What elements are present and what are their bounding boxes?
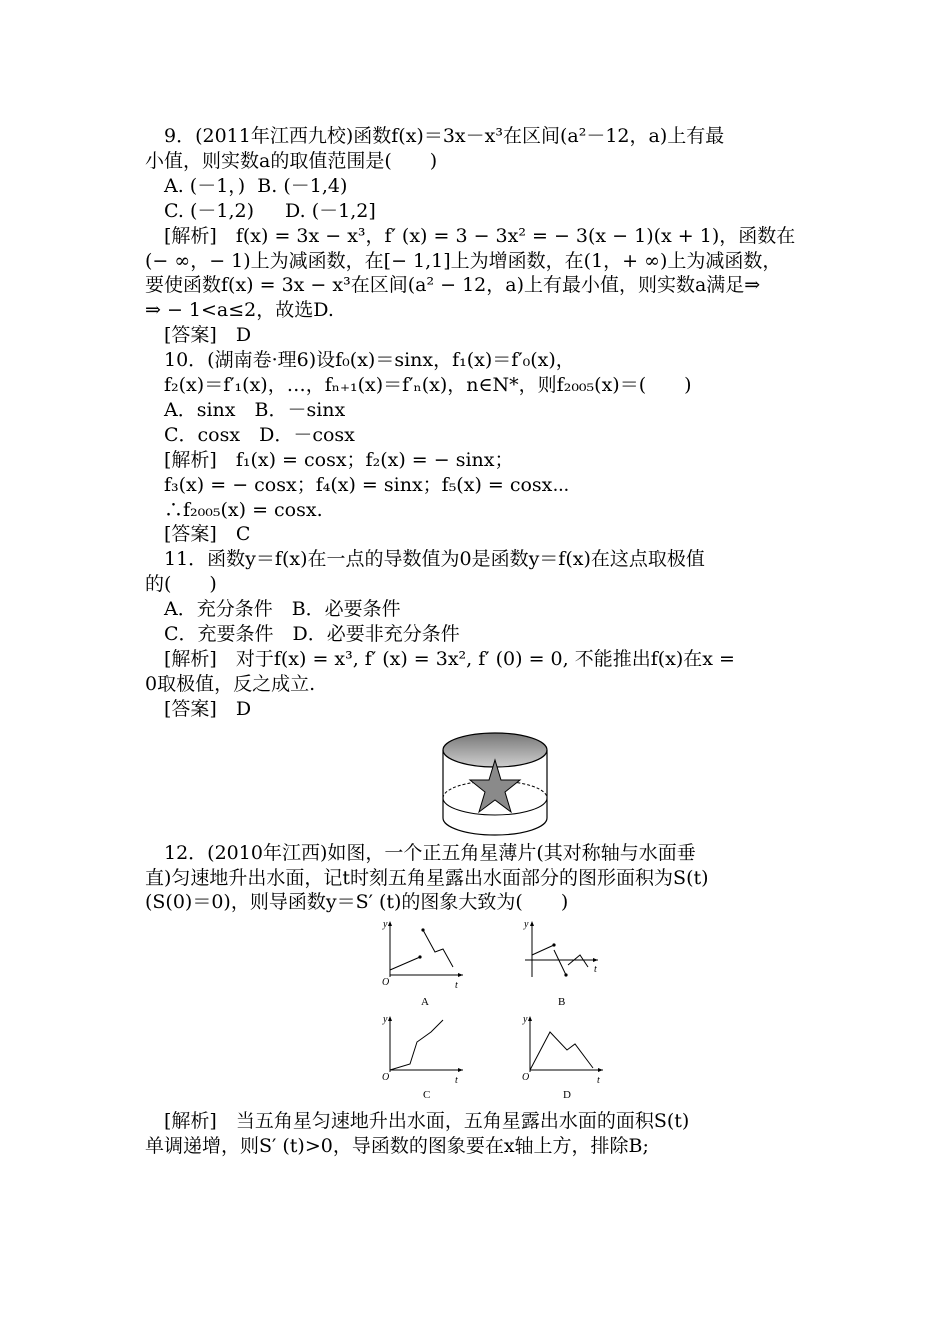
text-line: 11．函数y＝f(x)在一点的导数值为0是函数y＝f(x)在这点取极值 — [145, 548, 705, 571]
graph-d-origin: O — [522, 1072, 530, 1083]
text-line: A. (－1，) B. (－1,4) — [145, 174, 348, 197]
text-line: 10．(湖南卷·理6)设f₀(x)＝sinx，f₁(x)＝f′₀(x)， — [145, 349, 575, 372]
text-line: f₃(x) = − cosx；f₄(x) = sinx；f₅(x) = cosx⋯ — [145, 473, 570, 496]
text-line: [解析] 当五角星匀速地升出水面，五角星露出水面的面积S(t) — [145, 1110, 690, 1132]
text-line: C．cosx D．－cosx — [145, 423, 355, 446]
text-line: 0取极值，反之成立. — [145, 672, 316, 695]
text-line: 小值，则实数a的取值范围是( ) — [145, 149, 438, 172]
text-line: ∴f₂₀₀₅(x) = cosx. — [145, 498, 323, 521]
text-line: [解析] f(x) = 3x − x³，f′ (x) = 3 − 3x² = − 3(x − 1)(x + 1)，函数在 — [145, 224, 796, 247]
text-line: [解析] f₁(x) = cosx；f₂(x) = − sinx； — [145, 448, 514, 471]
text-line: 9．(2011年江西九校)函数f(x)＝3x－x³在区间(a²－12，a)上有最 — [145, 125, 725, 147]
graph-c — [375, 1010, 470, 1105]
graph-d-t-label: t — [597, 1075, 600, 1086]
text-line: 直)匀速地升出水面，记t时刻五角星露出水面部分的图形面积为S(t) — [145, 866, 709, 889]
text-line: 12．(2010年江西)如图，一个正五角星薄片(其对称轴与水面垂 — [145, 842, 696, 864]
graph-c-label: C — [423, 1089, 431, 1101]
graph-d — [515, 1010, 610, 1105]
text-line: 要使函数f(x) = 3x − x³在区间(a² − 12，a)上有最小值，则实数a满足⇒ — [145, 274, 761, 297]
star-shape — [470, 760, 520, 812]
text-line: 单调递增，则S′ (t)>0，导函数的图象要在x轴上方，排除B; — [145, 1135, 649, 1157]
graph-a-y-label: y — [383, 919, 388, 930]
text-line: (S(0)＝0)，则导函数y＝S′ (t)的图象大致为( ) — [145, 891, 569, 914]
graph-c-origin: O — [382, 1072, 390, 1083]
text-line: C. (－1,2) D. (－1,2] — [145, 199, 376, 222]
graph-b-y-label: y — [524, 919, 529, 930]
graph-c-y-label: y — [383, 1014, 388, 1025]
text-line: ⇒ − 1<a≤2，故选D. — [145, 299, 334, 322]
graph-b-t-label: t — [594, 964, 597, 975]
graph-a-origin: O — [382, 977, 390, 988]
cylinder-star-figure — [440, 730, 550, 840]
text-line: A．sinx B．－sinx — [145, 398, 346, 421]
graph-d-y-label: y — [523, 1014, 528, 1025]
text-line: [答案] C — [145, 523, 251, 546]
graph-b — [510, 915, 605, 1010]
graph-b-label: B — [558, 996, 566, 1008]
graph-a — [375, 915, 470, 1010]
text-line: f₂(x)＝f′₁(x)，…，fₙ₊₁(x)＝f′ₙ(x)，n∈N*，则f₂₀₀₅(x)＝( ) — [145, 374, 692, 396]
text-line: 的( ) — [145, 573, 217, 596]
text-line: (− ∞，− 1)上为减函数，在[− 1,1]上为增函数，在(1，+ ∞)上为减函数， — [145, 249, 782, 272]
graph-c-t-label: t — [455, 1075, 458, 1086]
text-line: [答案] D — [145, 697, 252, 720]
graph-a-t-label: t — [455, 980, 458, 991]
text-line: C．充要条件 D．必要非充分条件 — [145, 623, 460, 645]
graph-d-label: D — [563, 1089, 571, 1101]
graph-a-label: A — [421, 996, 429, 1008]
text-line: [答案] D — [145, 324, 252, 347]
text-line: [解析] 对于f(x) = x³, f′ (x) = 3x², f′ (0) = 0, 不能推出f(x)在x = — [145, 647, 735, 670]
text-line: A．充分条件 B．必要条件 — [145, 598, 401, 621]
